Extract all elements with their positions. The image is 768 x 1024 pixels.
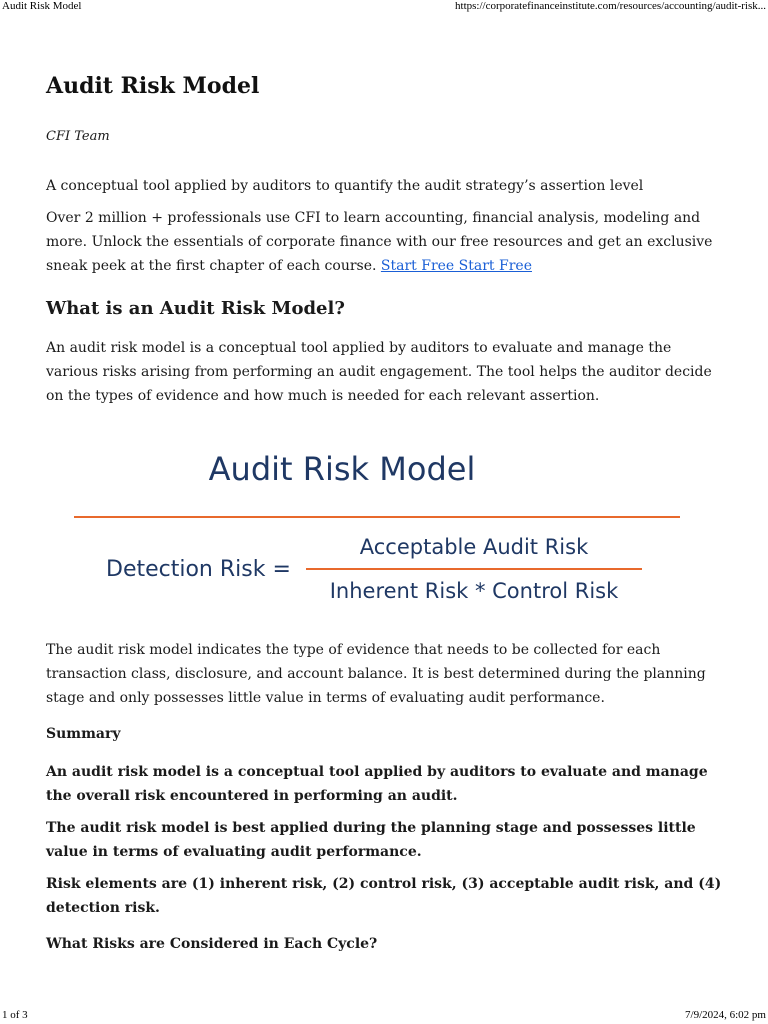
article-subtitle: A conceptual tool applied by auditors to quantify the audit strategy’s assertion level: [46, 178, 644, 194]
print-header-url: https://corporatefinanceinstitute.com/resources/accounting/audit-risk...: [455, 0, 766, 12]
audit-risk-formula-figure: [46, 434, 726, 624]
summary-heading: Summary: [46, 726, 121, 742]
evidence-paragraph: The audit risk model indicates the type of evidence that needs to be collected for each transaction class, disclosure, and account balance. It is best determined during the planning stage and only possesses little value in terms of evaluating audit performance.: [46, 642, 706, 706]
section-heading: What is an Audit Risk Model?: [46, 298, 345, 319]
formula-lhs: Detection Risk =: [106, 557, 291, 582]
article: [46, 60, 726, 956]
definition-paragraph: An audit risk model is a conceptual tool applied by auditors to evaluate and manage the various risks arising from performing an audit engagement. The tool helps the auditor decide on the types of evidence and how much is needed for each relevant assertion.: [46, 340, 712, 404]
print-header-title: Audit Risk Model: [2, 0, 82, 12]
article-author: CFI Team: [46, 129, 110, 144]
formula-denominator: Inherent Risk * Control Risk: [329, 579, 619, 603]
summary-point: Risk elements are (1) inherent risk, (2) control risk, (3) acceptable audit risk, and (4) detection risk.: [46, 876, 722, 916]
start-free-link[interactable]: Start Free Start Free: [380, 258, 532, 274]
article-title: Audit Risk Model: [46, 73, 260, 99]
formula-numerator: Acceptable Audit Risk: [359, 535, 589, 559]
intro-paragraph: [46, 206, 726, 278]
print-header: [0, 0, 768, 16]
intro-text: Over 2 million + professionals use CFI to learn accounting, financial analysis, modeling and more. Unlock the essentials of corporate finance with our free resources and get an exclusive sneak peek at the first chapter of each course.: [46, 210, 713, 274]
print-footer: [0, 1009, 768, 1024]
figure-title: Audit Risk Model: [208, 450, 476, 488]
page-number: 1 of 3: [2, 1009, 28, 1021]
cycle-heading: What Risks are Considered in Each Cycle?: [46, 936, 378, 952]
summary-point: The audit risk model is best applied during the planning stage and possesses little value in terms of evaluating audit performance.: [46, 820, 696, 860]
formula-graphic: [46, 434, 726, 624]
summary-point: An audit risk model is a conceptual tool applied by auditors to evaluate and manage the overall risk encountered in performing an audit.: [46, 764, 708, 804]
print-datetime: 7/9/2024, 6:02 pm: [685, 1009, 766, 1021]
